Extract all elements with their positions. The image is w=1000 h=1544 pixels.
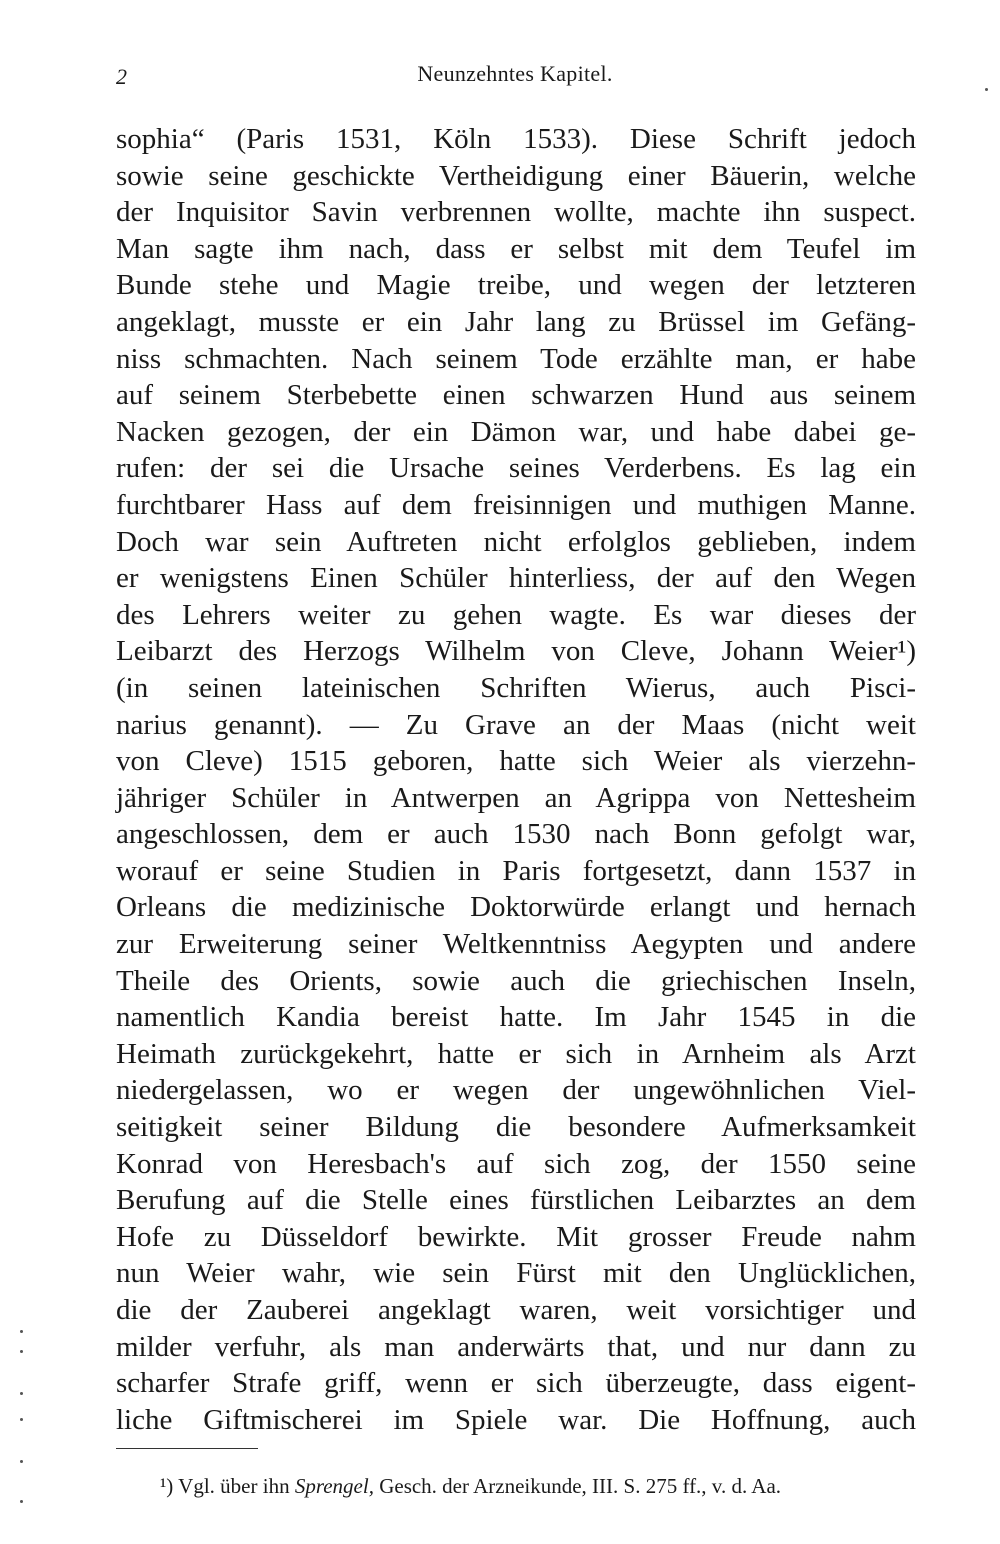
text-line: namentlich Kandia bereist hatte. Im Jahr 1545 in die (116, 1001, 916, 1034)
text-line: Orleans die medizinische Doktorwürde erlangt und hernach (116, 891, 916, 924)
text-line: auf seinem Sterbebette einen schwarzen Hund aus seinem (116, 379, 916, 412)
scan-speck (20, 1350, 23, 1353)
text-line: der Inquisitor Savin verbrennen wollte, machte ihn suspect. (116, 196, 916, 229)
text-line: Bunde stehe und Magie treibe, und wegen der letzteren (116, 269, 916, 302)
text-line: Theile des Orients, sowie auch die griechischen Inseln, (116, 964, 916, 997)
text-line: von Cleve) 1515 geboren, hatte sich Weier als vierzehn- (116, 745, 916, 778)
body-text (116, 121, 916, 1438)
text-line: rufen: der sei die Ursache seines Verderbens. Es lag ein (116, 452, 916, 485)
footnote-prefix: Vgl. über ihn (178, 1474, 290, 1498)
footnote-marker: ¹) (160, 1474, 174, 1498)
text-line: worauf er seine Studien in Paris fortgesetzt, dann 1537 in (116, 854, 916, 887)
scan-speck (20, 1460, 23, 1463)
text-line: jähriger Schüler in Antwerpen an Agrippa von Nettesheim (116, 781, 916, 814)
text-line: zur Erweiterung seiner Weltkenntniss Aegypten und andere (116, 928, 916, 961)
text-line: sophia“ (Paris 1531, Köln 1533). Diese Schrift jedoch (116, 123, 916, 155)
text-line: Man sagte ihm nach, dass er selbst mit dem Teufel im (116, 232, 916, 265)
footnote-author: Sprengel, (294, 1474, 374, 1498)
text-line: Nacken gezogen, der ein Dämon war, und habe dabei ge- (116, 415, 916, 448)
scan-speck (985, 88, 988, 91)
text-line: Leibarzt des Herzogs Wilhelm von Cleve, Johann Weier¹) (116, 635, 916, 668)
text-line: milder verfuhr, als man anderwärts that, und nur dann zu (116, 1330, 916, 1363)
text-line: liche Giftmischerei im Spiele war. Die Hoffnung, auch (116, 1403, 916, 1436)
footnote-rest: Gesch. der Arzneikunde, III. S. 275 ff., v. d. Aa. (379, 1474, 782, 1498)
scan-speck (20, 1500, 23, 1503)
text-line: Konrad von Heresbach's auf sich zog, der 1550 seine (116, 1147, 916, 1180)
text-line: niedergelassen, wo er wegen der ungewöhnlichen Viel- (116, 1074, 916, 1107)
scan-speck (20, 1418, 23, 1421)
text-line: narius genannt). — Zu Grave an der Maas (nicht weit (116, 708, 916, 741)
running-head: Neunzehntes Kapitel. (417, 61, 613, 86)
page-number: 2 (116, 64, 127, 89)
text-line: angeschlossen, dem er auch 1530 nach Bonn gefolgt war, (116, 818, 916, 851)
text-line: niss schmachten. Nach seinem Tode erzählte man, er habe (116, 342, 916, 375)
scan-speck (20, 1392, 23, 1395)
text-line: er wenigstens Einen Schüler hinterliess, der auf den Wegen (116, 562, 916, 595)
text-line: furchtbarer Hass auf dem freisinnigen und muthigen Manne. (116, 488, 916, 521)
text-line: des Lehrers weiter zu gehen wagte. Es war dieses der (116, 598, 916, 631)
scan-speck (20, 1330, 23, 1333)
text-line: Doch war sein Auftreten nicht erfolglos geblieben, indem (116, 525, 916, 558)
text-line: Heimath zurückgekehrt, hatte er sich in Arnheim als Arzt (116, 1037, 916, 1070)
text-line: scharfer Strafe griff, wenn er sich überzeugte, dass eigent- (116, 1367, 916, 1400)
text-line: seitigkeit seiner Bildung die besondere Aufmerksamkeit (116, 1111, 916, 1144)
footnote-rule (116, 1448, 258, 1449)
text-line: Hofe zu Düsseldorf bewirkte. Mit grosser Freude nahm (116, 1220, 916, 1253)
text-line: sowie seine geschickte Vertheidigung einer Bäuerin, welche (116, 159, 916, 192)
text-line: die der Zauberei angeklagt waren, weit vorsichtiger und (116, 1294, 916, 1326)
footnote (160, 1474, 781, 1499)
text-line: nun Weier wahr, wie sein Fürst mit den Unglücklichen, (116, 1257, 916, 1290)
text-line: (in seinen lateinischen Schriften Wierus, auch Pisci- (116, 671, 916, 704)
text-line: angeklagt, musste er ein Jahr lang zu Brüssel im Gefäng- (116, 305, 916, 338)
text-line: Berufung auf die Stelle eines fürstlichen Leibarztes an dem (116, 1184, 916, 1217)
